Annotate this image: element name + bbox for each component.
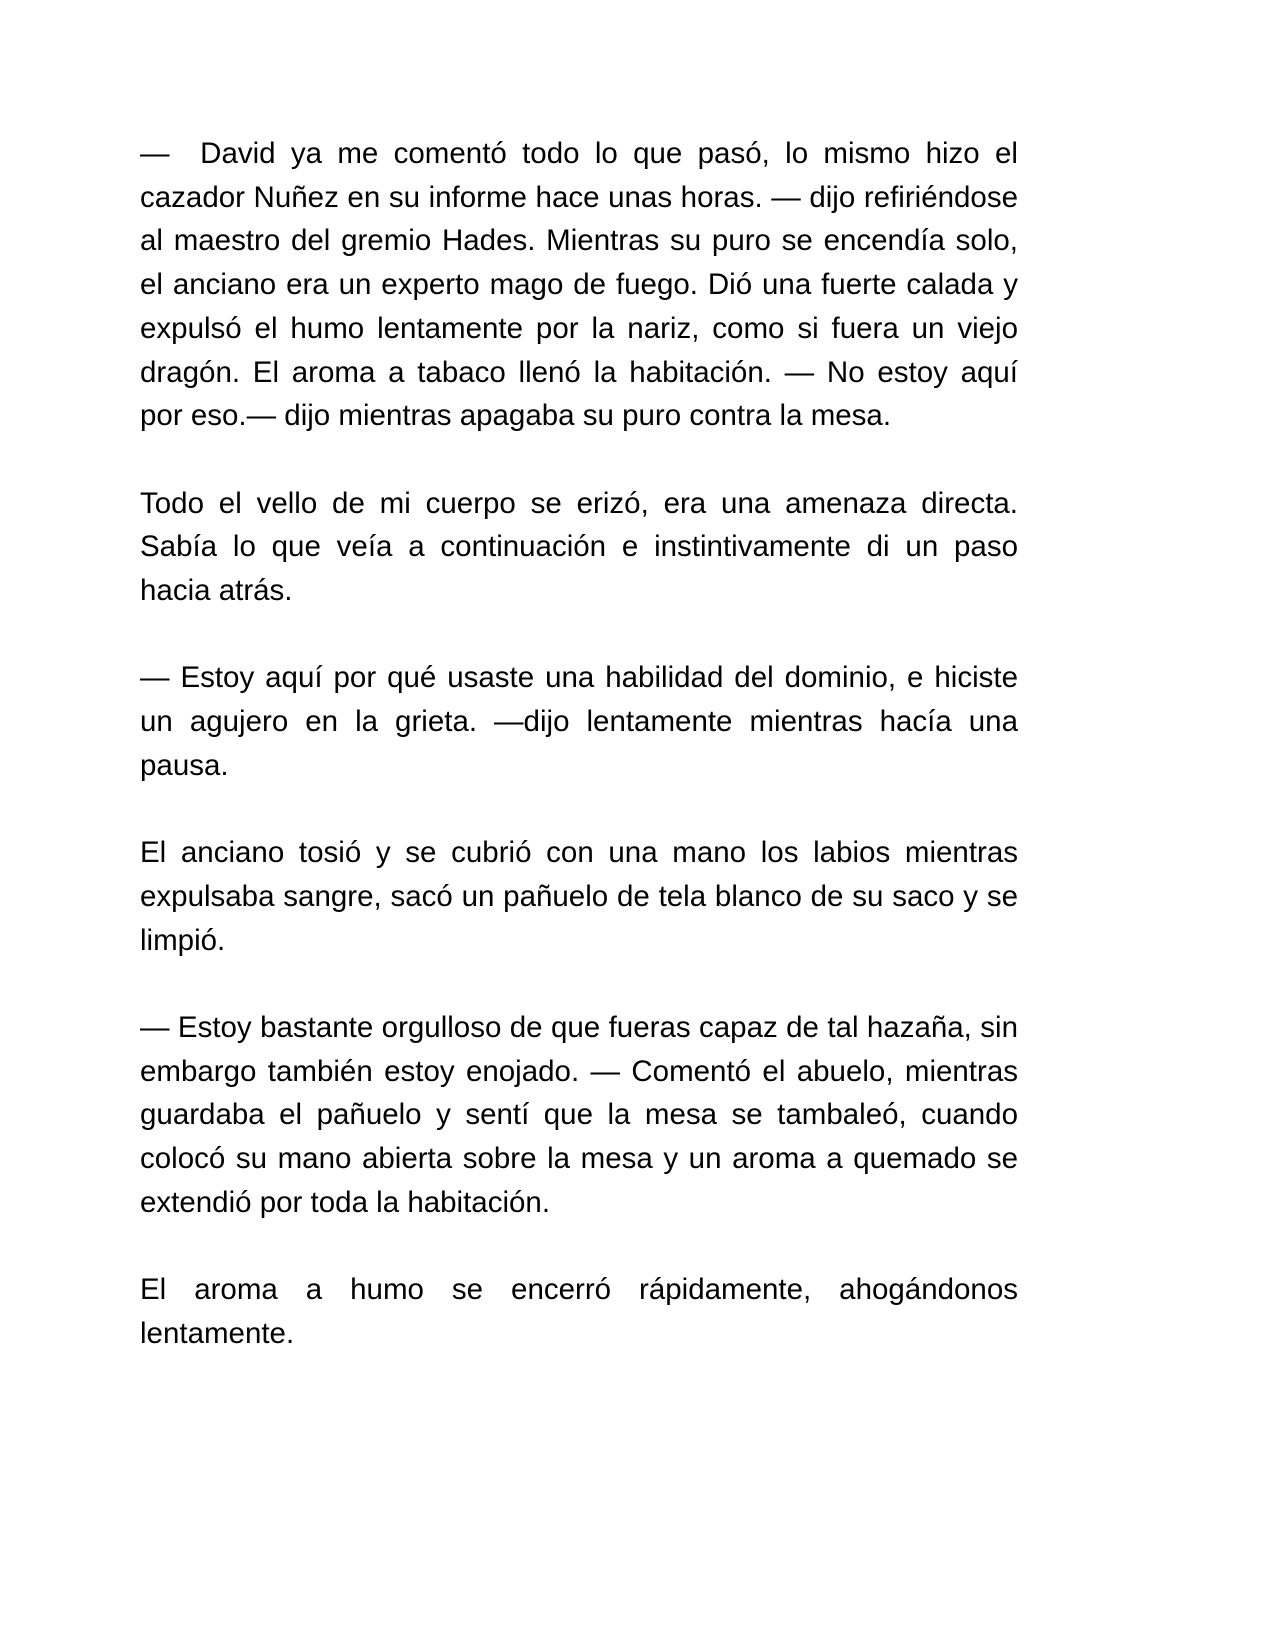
paragraph: Todo el vello de mi cuerpo se erizó, era una amenaza directa. Sabía lo que veía a continuación e instintivamente di un paso hacia atrás.	[140, 486, 1027, 608]
paragraph: El aroma a humo se encerró rápidamente, ahogándonos lentamente.	[140, 1273, 1027, 1350]
paragraph: — Estoy aquí por qué usaste una habilidad del dominio, e hiciste un agujero en la grieta. —dijo lentamente mientras hacía una pausa.	[140, 661, 1027, 782]
paragraph: — David ya me comentó todo lo que pasó, lo mismo hizo el cazador Nuñez en su informe hace unas horas. — dijo refiriéndose al maestro del gremio Hades. Mientras su puro se encendía solo, el anciano era un experto mago de fuego. Dió una fuerte calada y expulsó el humo lentamente por la nariz, como si fuera un viejo dragón. El aroma a tabaco llenó la habitación. — No estoy aquí por eso.— dijo mientras apagaba su puro contra la mesa.	[140, 137, 1027, 433]
paragraph: — Estoy bastante orgulloso de que fueras capaz de tal hazaña, sin embargo también estoy enojado. — Comentó el abuelo, mientras guardaba el pañuelo y sentí que la mesa se tambaleó, cuando colocó su mano abierta sobre la mesa y un aroma a quemado se extendió por toda la habitación.	[140, 1011, 1027, 1219]
document-page	[140, 132, 1027, 1356]
paragraph: El anciano tosió y se cubrió con una mano los labios mientras expulsaba sangre, sacó un pañuelo de tela blanco de su saco y se limpió.	[140, 836, 1027, 957]
